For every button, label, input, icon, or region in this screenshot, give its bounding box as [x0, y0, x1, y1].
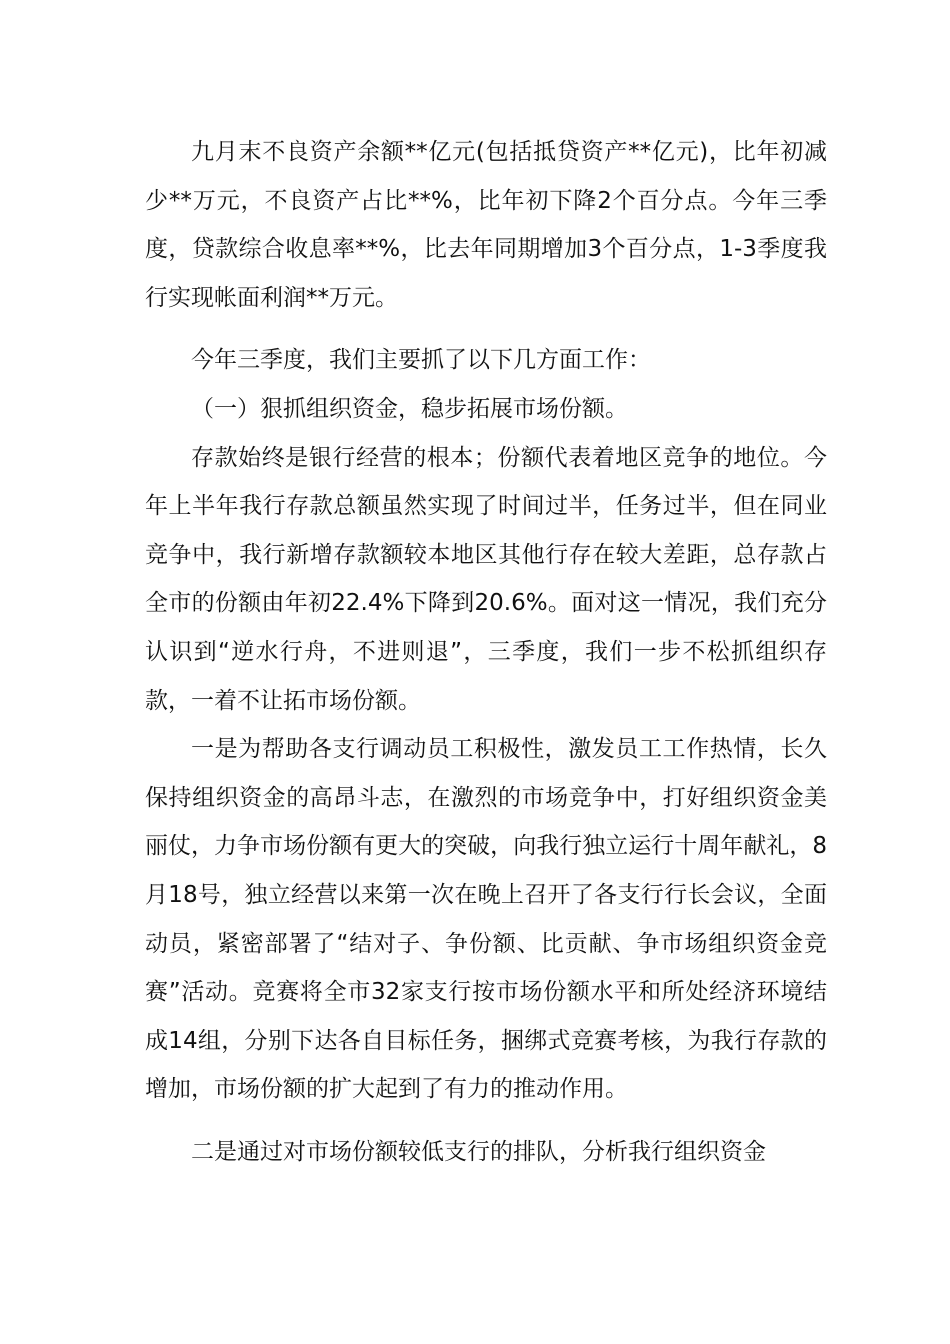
paragraph-point-two: 二是通过对市场份额较低支行的排队，分析我行组织资金 [191, 1138, 766, 1165]
paragraph-deposits: 存款始终是银行经营的根本；份额代表着地区竞争的地位。今年上半年我行存款总额虽然实现了时间过半，任务过半，但在同业竞争中，我行新增存款额较本地区其他行存在较大差距，总存款占全市的份额由年初22.4%下降到20.6%。面对这一情况，我们充分认识到“逆水行舟，不进则退”，三季度，我们一步不松抓组织存款，一着不让拓市场份额。 [145, 444, 827, 714]
document-body [145, 128, 827, 1176]
paragraph-point-one: 一是为帮助各支行调动员工积极性，激发员工工作热情，长久保持组织资金的高昂斗志，在激烈的市场竞争中，打好组织资金美丽仗，力争市场份额有更大的突破，向我行独立运行十周年献礼，8月18号，独立经营以来第一次在晚上召开了各支行行长会议，全面动员，紧密部署了“结对子、争份额、比贡献、争市场组织资金竞赛”活动。竞赛将全市32家支行按市场份额水平和所处经济环境结成14组，分别下达各自目标任务，捆绑式竞赛考核，为我行存款的增加，市场份额的扩大起到了有力的推动作用。 [145, 736, 827, 1103]
paragraph-npl-summary: 九月末不良资产余额**亿元(包括抵贷资产**亿元)，比年初减少**万元，不良资产占比**%，比年初下降2个百分点。今年三季度，贷款综合收息率**%，比去年同期增加3个百分点，1-3季度我行实现帐面利润**万元。 [145, 139, 827, 311]
section-heading-1: （一）狠抓组织资金，稳步拓展市场份额。 [191, 395, 628, 422]
paragraph-work-intro: 今年三季度，我们主要抓了以下几方面工作： [191, 347, 651, 374]
